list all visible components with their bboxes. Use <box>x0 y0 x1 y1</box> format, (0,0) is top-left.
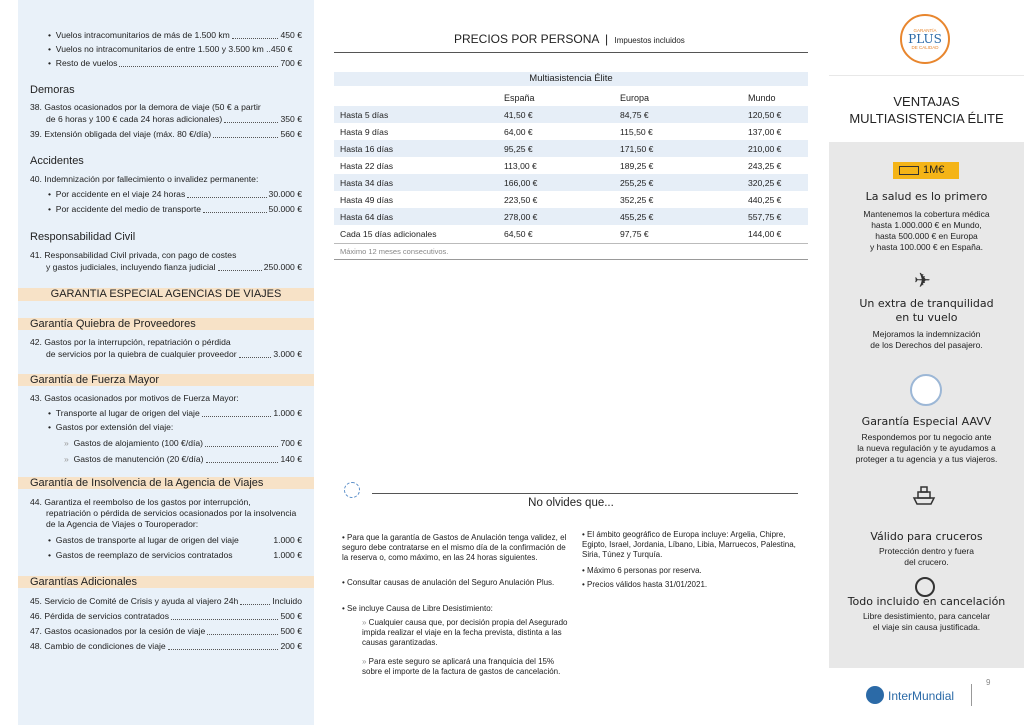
list-item: de 6 horas y 100 € cada 24 horas adicionales) 350 € <box>46 114 302 124</box>
product-name: Multiasistencia Élite <box>334 72 808 86</box>
list-item: • Gastos por extensión del viaje: <box>48 422 174 432</box>
list-item: • Transporte al lugar de origen del viaje 1.000 € <box>48 408 302 418</box>
table-row: Hasta 64 días 278,00 € 455,25 € 557,75 € <box>334 208 808 225</box>
brand-logo: InterMundial <box>888 689 955 703</box>
list-item: 45. Servicio de Comité de Crisis y ayuda al viajero 24h Incluido <box>30 596 302 606</box>
feature-text: Protección dentro y fuera del crucero. <box>879 546 974 567</box>
section-title: Garantías Adicionales <box>18 576 314 588</box>
list-item: 42. Gastos por la interrupción, repatriación o pérdida <box>30 337 231 347</box>
section-title: Garantía de Insolvencia de la Agencia de Viajes <box>18 477 314 489</box>
column-header: España <box>504 92 535 103</box>
feature-text: Libre desistimiento, para cancelar el viaje sin causa justificada. <box>862 611 991 632</box>
table-row: Hasta 5 días 41,50 € 84,75 € 120,50 € <box>334 106 808 123</box>
feature-title: Garantía Especial AAVV <box>861 415 992 428</box>
list-item: 38. Gastos ocasionados por la demora de viaje (50 € a partir <box>30 102 261 112</box>
section-title: Garantía de Fuerza Mayor <box>18 374 314 386</box>
section-title: Garantía Quiebra de Proveedores <box>18 318 314 330</box>
feature-title: La salud es lo primero <box>865 190 988 203</box>
list-item: • Gastos de transporte al lugar de origen del viaje 1.000 € <box>48 535 302 545</box>
section-title: Responsabilidad Civil <box>30 231 136 243</box>
money-icon: 1M€ <box>893 162 959 179</box>
table-row: Cada 15 días adicionales 64,50 € 97,75 € 144,00 € <box>340 228 782 239</box>
list-item: • Resto de vuelos 700 € <box>48 58 302 68</box>
table-row: Hasta 22 días 113,00 € 189,25 € 243,25 € <box>340 160 782 171</box>
section-title: Demoras <box>30 84 75 96</box>
table-row: Hasta 34 días 166,00 € 255,25 € 320,25 € <box>334 174 808 191</box>
price-note: Máximo 12 meses consecutivos. <box>340 247 449 256</box>
sidebar-heading: MULTIASISTENCIA ÉLITE <box>849 111 1004 126</box>
feature-text: Mantenemos la cobertura médica hasta 1.000.000 € en Mundo, hasta 500.000 € en Europa y hasta 100.000 € en España. <box>863 209 990 252</box>
divider <box>334 259 808 260</box>
list-item: » Cualquier causa que, por decisión propia del Asegurado impida realizar el viaje en la fecha prevista, distinta a las causas garantizadas. <box>362 618 568 647</box>
reminder-title: No olvides que... <box>528 497 614 509</box>
list-item: • Precios válidos hasta 31/01/2021. <box>582 580 708 589</box>
list-item: » Gastos de alojamiento (100 €/día) 700 € <box>64 438 302 448</box>
list-item: de servicios por la quiebra de cualquier proveedor 3.000 € <box>46 349 302 359</box>
list-item: 44. Garantiza el reembolso de los gastos por interrupción, <box>30 497 251 507</box>
cruise-ship-icon <box>912 484 936 506</box>
list-item: • Se incluye Causa de Libre Desistimiento: <box>342 604 493 613</box>
prices-section <box>334 0 808 725</box>
list-item: y gastos judiciales, incluyendo fianza judicial 250.000 € <box>46 262 302 272</box>
divider <box>971 684 972 706</box>
list-item: 39. Extensión obligada del viaje (máx. 80 €/día) 560 € <box>30 129 302 139</box>
column-header: Mundo <box>748 92 776 103</box>
price-table <box>334 89 808 242</box>
feature-title: Un extra de tranquilidad en tu vuelo <box>859 297 994 324</box>
list-item: 46. Pérdida de servicios contratados 500 € <box>30 611 302 621</box>
list-item: » Gastos de manutención (20 €/día) 140 € <box>64 454 302 464</box>
quality-badge-icon: GARANTÍA PLUS DE CALIDAD <box>900 14 950 64</box>
list-item: • Para que la garantía de Gastos de Anulación tenga validez, el seguro debe contratarse en el mismo día de la confirmación de la reserva o, como máximo, en las 24 horas siguientes. <box>342 533 567 562</box>
airplane-icon: ✈ <box>914 270 931 292</box>
list-item: » Para este seguro se aplicará una franquicia del 15% sobre el importe de la factura de gastos de cancelación. <box>362 657 561 676</box>
list-item: 43. Gastos ocasionados por motivos de Fuerza Mayor: <box>30 393 239 403</box>
table-row: Hasta 9 días 64,00 € 115,50 € 137,00 € <box>340 126 782 137</box>
list-item: • Máximo 6 personas por reserva. <box>582 566 702 575</box>
list-item: de la Agencia de Viajes o Touroperador: <box>46 519 199 529</box>
list-item: • Vuelos intracomunitarios de más de 1.500 km 450 € <box>48 30 302 40</box>
list-item: repatriación o pérdida de servicios ocasionados por la insolvencia <box>46 508 297 518</box>
divider <box>372 493 798 494</box>
cancel-refresh-icon <box>915 577 935 597</box>
table-row: Hasta 16 días 95,25 € 171,50 € 210,00 € <box>334 140 808 157</box>
feature-text: Mejoramos la indemnización de los Derechos del pasajero. <box>870 329 983 350</box>
list-item: • Por accidente en el viaje 24 horas 30.000 € <box>48 189 302 199</box>
divider <box>334 243 808 244</box>
list-item: 47. Gastos ocasionados por la cesión de viaje 500 € <box>30 626 302 636</box>
list-item: • El ámbito geográfico de Europa incluye: Argelia, Chipre, Egipto, Israel, Jordania, Líbano, Libia, Marruecos, Palestina, Siria, Túnez y Turquía. <box>582 530 796 559</box>
list-item: 48. Cambio de condiciones de viaje 200 € <box>30 641 302 651</box>
prices-title: PRECIOS POR PERSONA | Impuestos incluidos <box>454 32 685 46</box>
feature-title: Válido para cruceros <box>870 530 983 543</box>
coverage-column <box>18 0 314 725</box>
feature-text: Respondemos por tu negocio ante la nueva regulación y te ayudamos a proteger a tu agencia y a tus viajeros. <box>855 432 998 464</box>
section-title: Accidentes <box>30 155 84 167</box>
list-item: • Vuelos no intracomunitarios de entre 1.500 y 3.500 km .. 450 € <box>48 44 293 54</box>
table-row: Hasta 49 días 223,50 € 352,25 € 440,25 € <box>340 194 782 205</box>
feature-title: Todo incluido en cancelación <box>847 595 1006 608</box>
list-item: 41. Responsabilidad Civil privada, con pago de costes <box>30 250 237 260</box>
page-number: 9 <box>986 678 991 687</box>
list-item: 40. Indemnización por fallecimiento o invalidez permanente: <box>30 174 259 184</box>
agency-seal-icon <box>910 374 942 406</box>
sidebar-heading: VENTAJAS <box>893 94 960 109</box>
special-agency-band: GARANTIA ESPECIAL AGENCIAS DE VIAJES <box>18 288 314 301</box>
list-item: • Consultar causas de anulación del Seguro Anulación Plus. <box>342 578 555 587</box>
column-header: Europa <box>620 92 650 103</box>
divider <box>334 52 808 53</box>
intermundial-logo-icon <box>866 686 884 704</box>
list-item: • Gastos de reemplazo de servicios contratados 1.000 € <box>48 550 302 560</box>
list-item: • Por accidente del medio de transporte 50.000 € <box>48 204 302 214</box>
sun-icon <box>344 482 360 498</box>
